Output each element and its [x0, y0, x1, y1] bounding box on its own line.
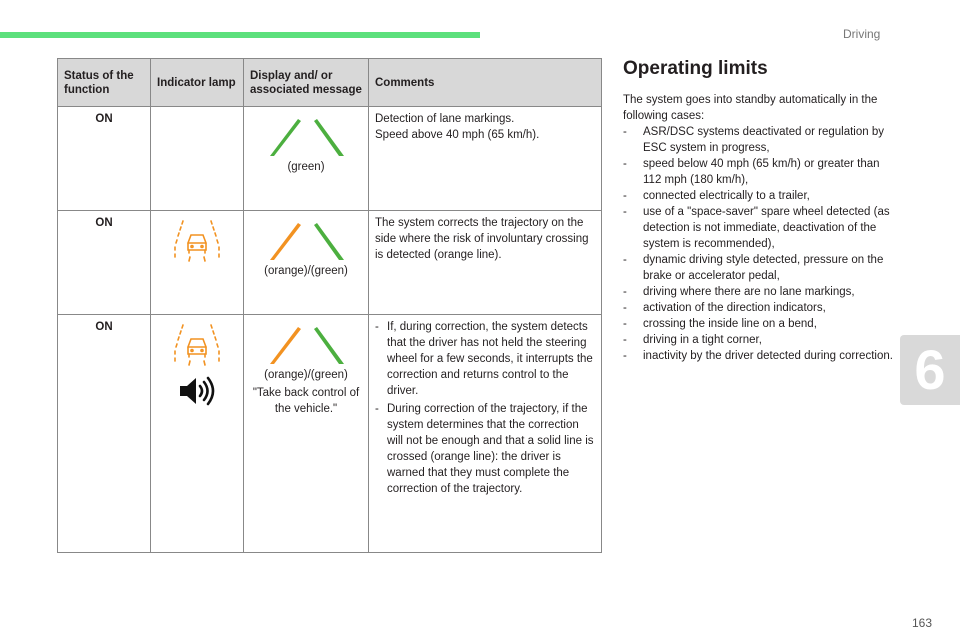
lamp-cell [151, 211, 244, 315]
list-item: - speed below 40 mph (65 km/h) or greater than 112 mph (180 km/h), [623, 156, 893, 188]
comment-line: The system corrects the trajectory on the side where the risk of involuntary crossing is detected (orange line). [375, 217, 589, 261]
table-row [58, 315, 602, 553]
header-indicator-lamp: Indicator lamp [151, 59, 244, 107]
status-cell: ON [58, 107, 151, 211]
list-item: - activation of the direction indicators, [623, 300, 893, 316]
lane-lines-orange-green-icon [264, 325, 348, 365]
display-message: "Take back control of the vehicle." [252, 387, 360, 415]
list-item: - connected electrically to a trailer, [623, 188, 893, 204]
lane-assist-status-table [57, 58, 602, 553]
lamp-cell [151, 315, 244, 553]
list-item: - inactivity by the driver detected during correction. [623, 348, 893, 364]
section-title: Driving [843, 27, 881, 41]
list-item: - During correction of the trajectory, if the system determines that the correction will not be enough and that a solid line is crossed (orange line): the driver is warned that they must complete the correction of the trajectory. [375, 401, 595, 497]
comments-cell [369, 107, 602, 211]
table-header-row [58, 59, 602, 107]
list-item: - ASR/DSC systems deactivated or regulation by ESC system in progress, [623, 124, 893, 156]
list-item: - dynamic driving style detected, pressure on the brake or accelerator pedal, [623, 252, 893, 284]
list-item: - use of a "space-saver" spare wheel detected (as detection is not immediate, deactivation of the system is recommended), [623, 204, 893, 252]
list-item: - If, during correction, the system detects that the driver has not held the steering wheel for a few seconds, it interrupts the correction and returns control to the driver. [375, 319, 595, 399]
section-heading: Operating limits [623, 58, 768, 79]
comment-line: Speed above 40 mph (65 km/h). [375, 129, 540, 141]
display-cell [244, 315, 369, 553]
header-comments: Comments [369, 59, 602, 107]
table-row [58, 107, 602, 211]
header-display: Display and/ or associated message [244, 59, 369, 107]
display-cell [244, 211, 369, 315]
display-caption: (orange)/(green) [264, 265, 348, 277]
comment-line: Detection of lane markings. [375, 113, 515, 125]
list-item: - driving where there are no lane markings, [623, 284, 893, 300]
operating-limits-section [623, 58, 893, 364]
list-item: - crossing the inside line on a bend, [623, 316, 893, 332]
top-accent-bar [0, 32, 480, 38]
chapter-number-tab: 6 [900, 335, 960, 405]
lamp-cell-empty [151, 107, 244, 211]
sound-warning-icon [177, 375, 217, 407]
lane-keep-assist-icon [174, 321, 220, 367]
lane-lines-orange-green-icon [264, 221, 348, 261]
page-number: 163 [912, 616, 933, 630]
lane-keep-assist-icon [174, 217, 220, 263]
status-cell: ON [58, 315, 151, 553]
table-row [58, 211, 602, 315]
display-caption: (orange)/(green) [264, 369, 348, 381]
comments-cell [369, 315, 602, 553]
comments-cell [369, 211, 602, 315]
limits-list [623, 124, 893, 364]
list-item: - driving in a tight corner, [623, 332, 893, 348]
status-cell: ON [58, 211, 151, 315]
intro-paragraph: The system goes into standby automatically in the following cases: [623, 94, 878, 122]
display-cell [244, 107, 369, 211]
lane-lines-green-icon [264, 117, 348, 157]
comments-list [375, 319, 595, 497]
header-status: Status of the function [58, 59, 151, 107]
display-caption: (green) [287, 161, 325, 173]
